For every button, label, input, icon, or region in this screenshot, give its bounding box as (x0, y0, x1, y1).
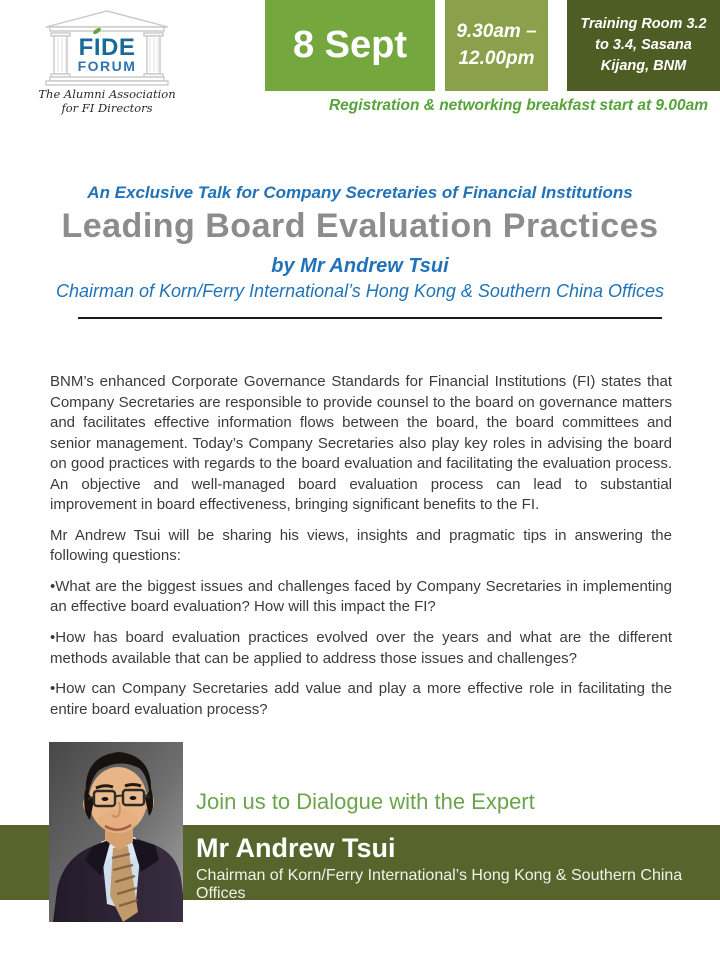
speaker-name: Mr Andrew Tsui (196, 833, 396, 863)
event-time-line2: 12.00pm (458, 47, 535, 69)
event-date: 8 Sept (292, 24, 408, 66)
description-paragraph: Mr Andrew Tsui will be sharing his views, insights and pragmatic tips in answering the following questions: (50, 526, 672, 565)
event-venue: Training Room 3.2 to 3.4, Sasana Kijang, BNM (580, 15, 707, 74)
invite-line: Join us to Dialogue with the Expert (196, 789, 535, 814)
logo-tagline (32, 87, 182, 116)
logo-tagline-line2: for FI Directors (61, 101, 153, 116)
title-block (0, 183, 720, 302)
event-time-line1: 9.30am – (456, 20, 537, 42)
logo-fide-text: FIDE (78, 34, 136, 61)
event-venue-box (567, 0, 720, 91)
divider-rule (78, 317, 662, 319)
page-title: Leading Board Evaluation Practices (61, 207, 659, 245)
speaker-photo (49, 742, 183, 922)
event-description (50, 372, 672, 730)
fide-forum-logo (32, 6, 182, 116)
speaker-portrait-image (49, 742, 183, 922)
event-date-box (265, 0, 435, 91)
description-paragraph: BNM’s enhanced Corporate Governance Standards for Financial Institutions (FI) states that Company Secretaries are responsible to provide counsel to the board on governance matters and facilitates effective information flows between the board, the board committees and senior management. Today’s Company Secretaries also play key roles in advising the board on good practices with regards to the board evaluation and facilitating the evaluation process. An objective and well-managed board evaluation process can lead to substantial improvement in board effectiveness, bringing significant benefits to the FI. (50, 373, 672, 514)
event-kicker: An Exclusive Talk for Company Secretaries of Financial Institutions (87, 183, 633, 202)
speaker-role: Chairman of Korn/Ferry International’s Hong Kong & Southern China Offices (196, 867, 683, 903)
speaker-byline: by Mr Andrew Tsui (271, 255, 449, 277)
temple-logo-icon (42, 6, 172, 86)
logo-tagline-line1: The Alumni Association (38, 87, 176, 101)
speaker-role-line: Chairman of Korn/Ferry International’s Hong Kong & Southern China Offices (56, 281, 664, 301)
question-bullet: • How has board evaluation practices evolved over the years and what are the different methods available that can be applied to address those issues and challenges? (50, 628, 672, 669)
event-time-box (445, 0, 548, 91)
question-bullet: • What are the biggest issues and challenges faced by Company Secretaries in implementing an effective board evaluation? How will this impact the FI? (50, 577, 672, 618)
logo-forum-text: FORUM (77, 58, 137, 74)
registration-note: Registration & networking breakfast start at 9.00am (328, 97, 708, 114)
question-bullet: • How can Company Secretaries add value and play a more effective role in facilitating the entire board evaluation process? (50, 679, 672, 720)
